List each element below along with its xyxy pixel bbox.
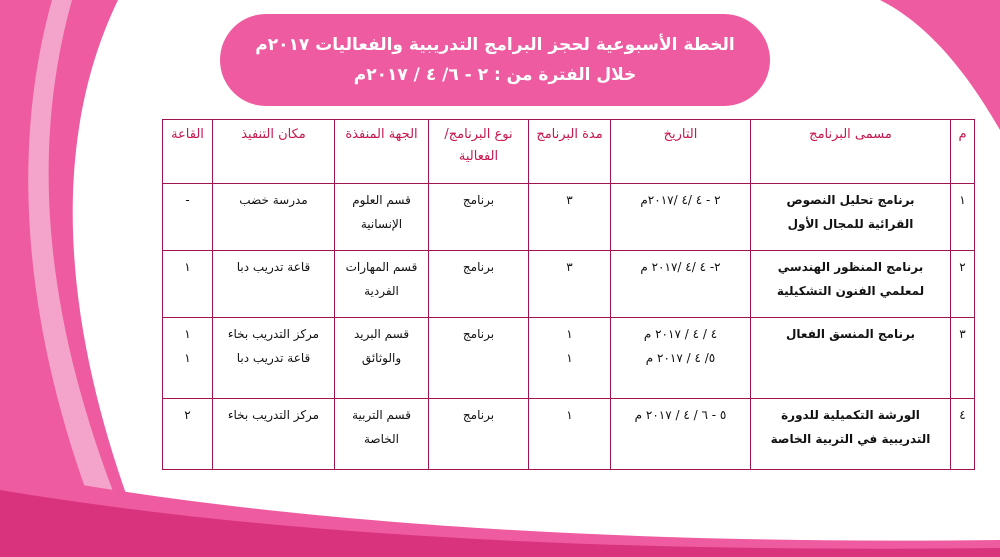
cell-m: ٤ — [951, 399, 975, 470]
table-row — [163, 318, 975, 399]
cell-executing-body — [335, 184, 429, 251]
program-name-line-1: برنامج المنسق الفعال — [786, 327, 915, 341]
date-line-1: ٢- ٤ /٤ /٢٠١٧ م — [640, 260, 721, 274]
body-line-1: قسم العلوم — [352, 193, 411, 207]
date-line-2: ٥/ ٤ / ٢٠١٧ م — [645, 351, 716, 365]
schedule-table — [162, 119, 975, 470]
header-type-line-2: الفعالية — [458, 149, 499, 164]
cell-date — [611, 318, 751, 399]
cell-type: برنامج — [429, 184, 529, 251]
header-type-line-1: نوع البرنامج/ — [444, 127, 513, 142]
hall-line-1: ١ — [184, 260, 191, 274]
hall-line-1: ٢ — [184, 408, 191, 422]
table-row — [163, 251, 975, 318]
table-header-row — [163, 120, 975, 184]
body-line-2: الخاصة — [363, 432, 399, 446]
cell-hall — [163, 318, 213, 399]
table-row — [163, 184, 975, 251]
header-m: م — [951, 120, 975, 184]
cell-executing-body — [335, 399, 429, 470]
header-date: التاريخ — [611, 120, 751, 184]
title-line-1: الخطة الأسبوعية لحجز البرامج التدريبية والفعاليات ٢٠١٧م — [255, 35, 735, 55]
cell-duration — [529, 251, 611, 318]
duration-line-1: ٣ — [566, 193, 573, 207]
cell-duration — [529, 184, 611, 251]
cell-date — [611, 251, 751, 318]
hall-line-1: - — [185, 193, 190, 207]
body-line-1: قسم التربية — [352, 408, 411, 422]
cell-location — [213, 399, 335, 470]
cell-program-name — [751, 318, 951, 399]
table-row — [163, 399, 975, 470]
cell-duration — [529, 399, 611, 470]
left-pink-swoosh — [0, 0, 150, 557]
program-name-line-2: لمعلمي الفنون التشكيلية — [776, 284, 925, 298]
cell-m: ٢ — [951, 251, 975, 318]
body-line-1: قسم البريد — [353, 327, 410, 341]
header-duration: مدة البرنامج — [529, 120, 611, 184]
cell-executing-body — [335, 251, 429, 318]
date-line-1: ٥ - ٦ / ٤ / ٢٠١٧ م — [634, 408, 727, 422]
cell-location — [213, 184, 335, 251]
duration-line-1: ١ — [566, 408, 573, 422]
location-line-1: قاعة تدريب دبا — [236, 260, 311, 274]
body-line-2: الإنسانية — [360, 217, 403, 231]
location-line-1: مدرسة خضب — [239, 193, 308, 207]
cell-type: برنامج — [429, 399, 529, 470]
cell-date — [611, 399, 751, 470]
cell-hall — [163, 399, 213, 470]
header-location: مكان التنفيذ — [213, 120, 335, 184]
cell-m: ٣ — [951, 318, 975, 399]
cell-date — [611, 184, 751, 251]
cell-program-name — [751, 184, 951, 251]
location-line-1: مركز التدريب بخاء — [227, 327, 320, 341]
location-line-2: قاعة تدريب دبا — [236, 351, 311, 365]
top-right-pink-corner — [880, 0, 1000, 130]
duration-line-1: ٣ — [566, 260, 573, 274]
cell-duration — [529, 318, 611, 399]
duration-line-1: ١ — [566, 327, 573, 341]
header-hall: القاعة — [163, 120, 213, 184]
cell-hall — [163, 251, 213, 318]
title-line-2: خلال الفترة من : ٢ - ٦/ ٤ / ٢٠١٧م — [353, 65, 637, 85]
title-banner — [220, 14, 770, 106]
program-name-line-1: برنامج تحليل النصوص — [786, 193, 915, 207]
program-name-line-2: التدريبية في التربية الخاصة — [770, 432, 931, 446]
cell-executing-body — [335, 318, 429, 399]
cell-location — [213, 251, 335, 318]
body-line-2: الفردية — [364, 284, 399, 298]
hall-line-2: ١ — [184, 351, 191, 365]
cell-program-name — [751, 399, 951, 470]
header-type — [429, 120, 529, 184]
program-name-line-2: القرائية للمجال الأول — [787, 217, 914, 231]
header-executing-body: الجهة المنفذة — [335, 120, 429, 184]
cell-type: برنامج — [429, 318, 529, 399]
hall-line-1: ١ — [184, 327, 191, 341]
cell-type: برنامج — [429, 251, 529, 318]
duration-line-2: ١ — [566, 351, 573, 365]
cell-program-name — [751, 251, 951, 318]
cell-hall — [163, 184, 213, 251]
cell-location — [213, 318, 335, 399]
program-name-line-1: الورشة التكميلية للدورة — [781, 408, 920, 422]
cell-m: ١ — [951, 184, 975, 251]
body-line-2: والوثائق — [361, 351, 402, 365]
location-line-1: مركز التدريب بخاء — [227, 408, 320, 422]
body-line-1: قسم المهارات — [345, 260, 418, 274]
program-name-line-1: برنامج المنظور الهندسي — [777, 260, 924, 274]
date-line-1: ٢ - ٤ /٤ /٢٠١٧م — [640, 193, 721, 207]
header-program-name: مسمى البرنامج — [751, 120, 951, 184]
date-line-1: ٤ / ٤ / ٢٠١٧ م — [643, 327, 718, 341]
